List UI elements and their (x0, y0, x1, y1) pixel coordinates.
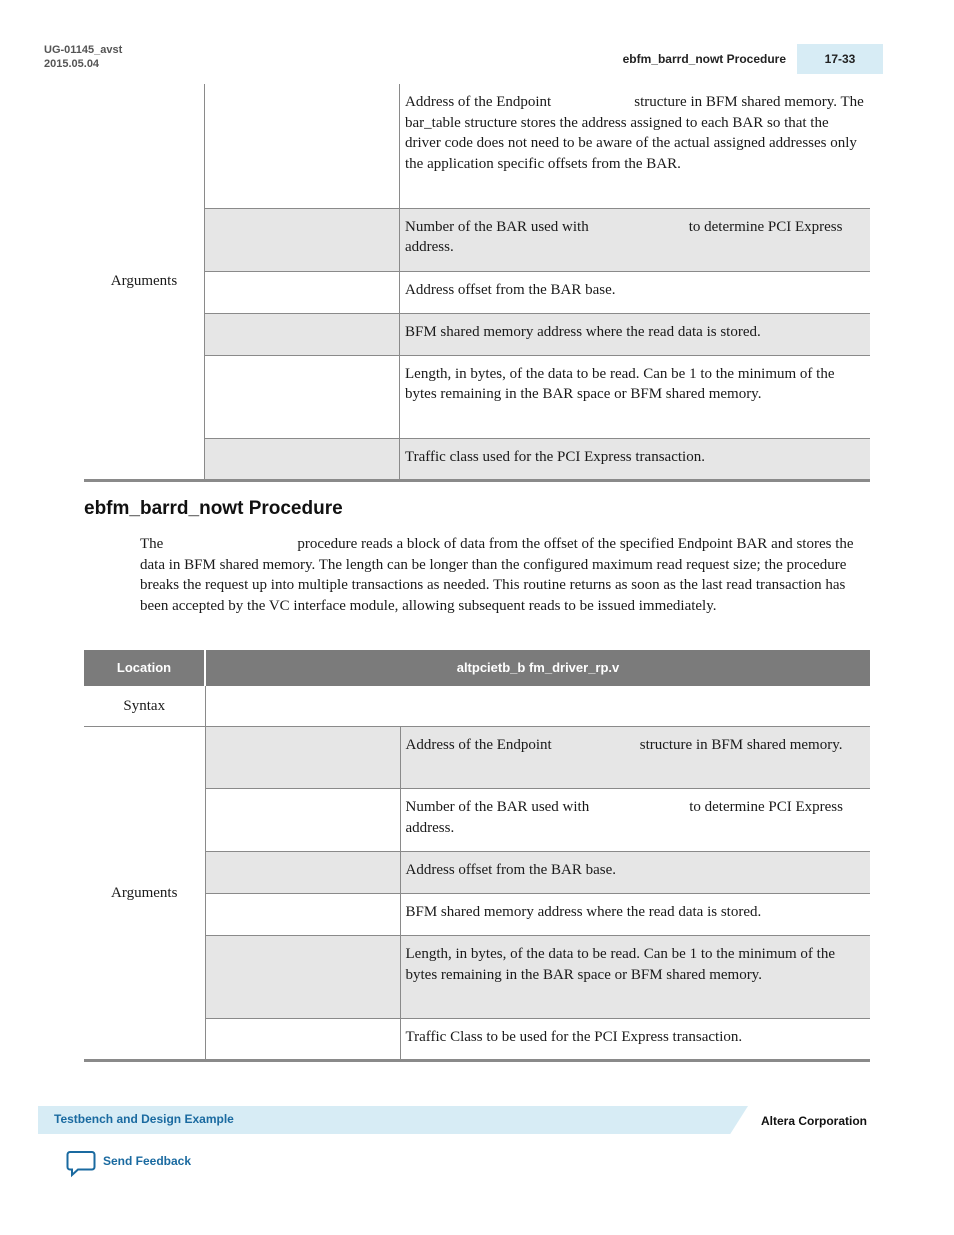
argument-name (205, 852, 400, 894)
argument-name (205, 1019, 400, 1061)
running-header-title: ebfm_barrd_nowt Procedure (622, 52, 786, 66)
doc-info (44, 43, 122, 71)
argument-description: Address offset from the BAR base. (400, 271, 871, 313)
argument-name (205, 438, 400, 480)
procedure-table (84, 650, 870, 1062)
section-heading: ebfm_barrd_nowt Procedure (84, 498, 343, 519)
argument-name (205, 789, 400, 852)
doc-date: 2015.05.04 (44, 58, 100, 70)
argument-name (205, 271, 400, 313)
send-feedback-link[interactable]: Send Feedback (103, 1154, 192, 1168)
syntax-label: Syntax (84, 686, 205, 727)
footer-company: Altera Corporation (761, 1114, 868, 1128)
argument-description: BFM shared memory address where the read data is stored. (400, 894, 870, 936)
argument-description: Traffic Class to be used for the PCI Express transaction. (405, 1029, 743, 1045)
argument-description: Length, in bytes, of the data to be read. Can be 1 to the minimum of the bytes remaining in the BAR space or BFM shared memory. (400, 355, 871, 438)
arguments-table-continued (84, 84, 870, 482)
argument-description: Address of the Endpoint structure in BFM shared memory. (400, 727, 870, 789)
argument-name (205, 936, 400, 1019)
arguments-label: Arguments (84, 727, 205, 1061)
argument-description: Length, in bytes, of the data to be read. Can be 1 to the minimum of the bytes remaining in the BAR space or BFM shared memory. (400, 936, 870, 1019)
doc-id: UG-01145_avst (44, 44, 123, 56)
argument-description: Number of the BAR used with to determine PCI Express address. (400, 208, 871, 271)
location-value: altpcietb_b fm_driver_rp.v (205, 650, 870, 686)
argument-name (205, 894, 400, 936)
location-row (84, 650, 870, 686)
argument-description: Number of the BAR used with to determine PCI Express address. (400, 789, 870, 852)
section-paragraph: The procedure reads a block of data from the offset of the specified Endpoint BAR and stores the data in BFM shared memory. The length can be longer than the configured maximum read request size; the procedure breaks the request up into multiple transactions as needed. This routine returns as soon as the last read transaction has been accepted by the VC interface module, allowing subsequent reads to be issued immediately. (140, 536, 854, 615)
argument-row (84, 84, 870, 208)
syntax-row (84, 686, 870, 727)
footer-chapter-link[interactable]: Testbench and Design Example (54, 1112, 234, 1126)
page-number-tab: 17-33 (797, 44, 883, 74)
arguments-label: Arguments (84, 84, 205, 480)
syntax-value (205, 686, 870, 727)
argument-name (205, 313, 400, 355)
argument-name (205, 355, 400, 438)
argument-description: BFM shared memory address where the read data is stored. (400, 313, 871, 355)
argument-row (84, 727, 870, 789)
argument-name (205, 727, 400, 789)
argument-name (205, 208, 400, 271)
location-label: Location (84, 650, 205, 686)
argument-name (205, 84, 400, 208)
argument-description: Traffic class used for the PCI Express transaction. (400, 438, 871, 480)
speech-bubble-icon[interactable] (66, 1150, 96, 1183)
argument-description: Address of the Endpoint structure in BFM shared memory. The bar_table structure stores the address assigned to each BAR so that the driver code does not need to be aware of the actual assigned addresses only the application specific offsets from the BAR. (400, 84, 871, 208)
argument-description: Address offset from the BAR base. (400, 852, 870, 894)
